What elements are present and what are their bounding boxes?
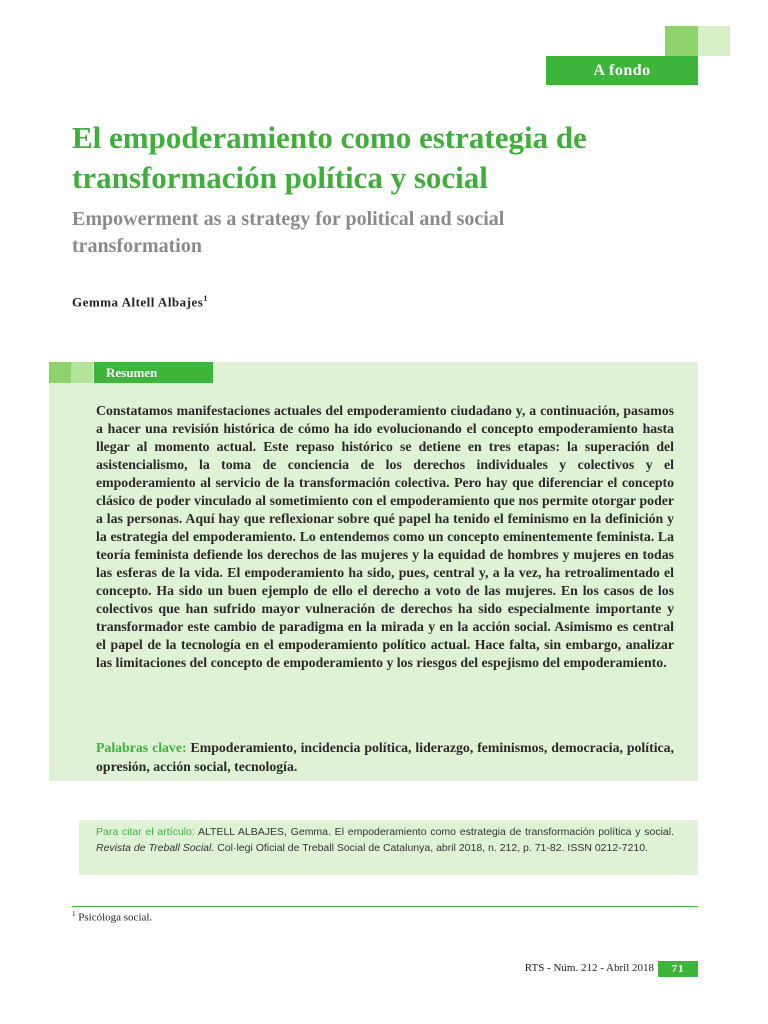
author-name: Gemma Altell Albajes [72, 294, 204, 310]
article-title: El empoderamiento como estrategia de transformación política y social [72, 120, 587, 195]
section-tag: A fondo [546, 56, 698, 85]
abstract-text: Constatamos manifestaciones actuales del empoderamiento ciudadano y, a continuación, pasamos a hacer una revisión histórica de cómo ha ido evolucionando el concepto empoderamiento hasta llegar al momento actual. Este repaso histórico se detiene en tres etapas: la superación del asistencialismo, la toma de conciencia de los derechos individuales y colectivos y el empoderamiento al servicio de la transformación colectiva. Pero hay que diferenciar el concepto clásico de poder vinculado al sometimiento con el empoderamiento que nos permite otorgar poder a las personas. Aquí hay que reflexionar sobre qué papel ha tenido el feminismo en la definición y la estrategia del empoderamiento. Lo entendemos como un concepto eminentemente feminista. La teoría feminista defiende los derechos de las mujeres y la equidad de hombres y mujeres en todas las esferas de la vida. El empoderamiento ha sido, pues, central y, a la vez, ha retroalimentado el concepto. Ha sido un buen ejemplo de ello el derecho a voto de las mujeres. En los casos de los colectivos que han sufrido mayor vulneración de derechos ha sido especialmente importante y transformador este cambio de paradigma en la mirada y en la acción social. Asimismo es central el papel de la tecnología en el empoderamiento político actual. Hace falta, sin embargo, analizar las limitaciones del concepto de empoderamiento y los riesgos del espejismo del empoderamiento. [96, 403, 674, 670]
citation-text-after: Col·legi Oficial de Treball Social de Catalunya, abril 2018, n. 212, p. 71-82. ISSN 0212-7210. [217, 841, 648, 854]
citation-text-before: ALTELL ALBAJES, Gemma. El empoderamiento como estrategia de transformación política y social. [197, 826, 674, 838]
decorative-square [49, 362, 71, 383]
page-number: 71 [658, 961, 698, 977]
footnote-divider [72, 906, 698, 907]
decorative-square [665, 26, 698, 56]
keywords-label: Palabras clave: [96, 740, 187, 755]
abstract-label: Resumen [94, 362, 213, 383]
author-footnote-mark: 1 [203, 294, 208, 303]
citation-text [96, 825, 674, 856]
keywords [96, 738, 674, 776]
decorative-square-light [698, 26, 730, 56]
author-line [72, 294, 208, 310]
article-subtitle: Empowerment as a strategy for political and social transformation [72, 208, 505, 257]
footnote [72, 910, 152, 924]
keywords-list: Empoderamiento, incidencia política, liderazgo, feminismos, democracia, política, opresión, acción social, tecnología. [96, 740, 674, 774]
footnote-text: Psicóloga social. [78, 911, 153, 924]
citation-journal: Revista de Treball Social. [96, 841, 215, 854]
footnote-mark: 1 [72, 910, 76, 918]
decorative-square-light [71, 362, 93, 383]
citation-label: Para citar el artículo: [96, 826, 195, 838]
journal-reference: RTS - Núm. 212 - Abril 2018 [524, 962, 654, 974]
